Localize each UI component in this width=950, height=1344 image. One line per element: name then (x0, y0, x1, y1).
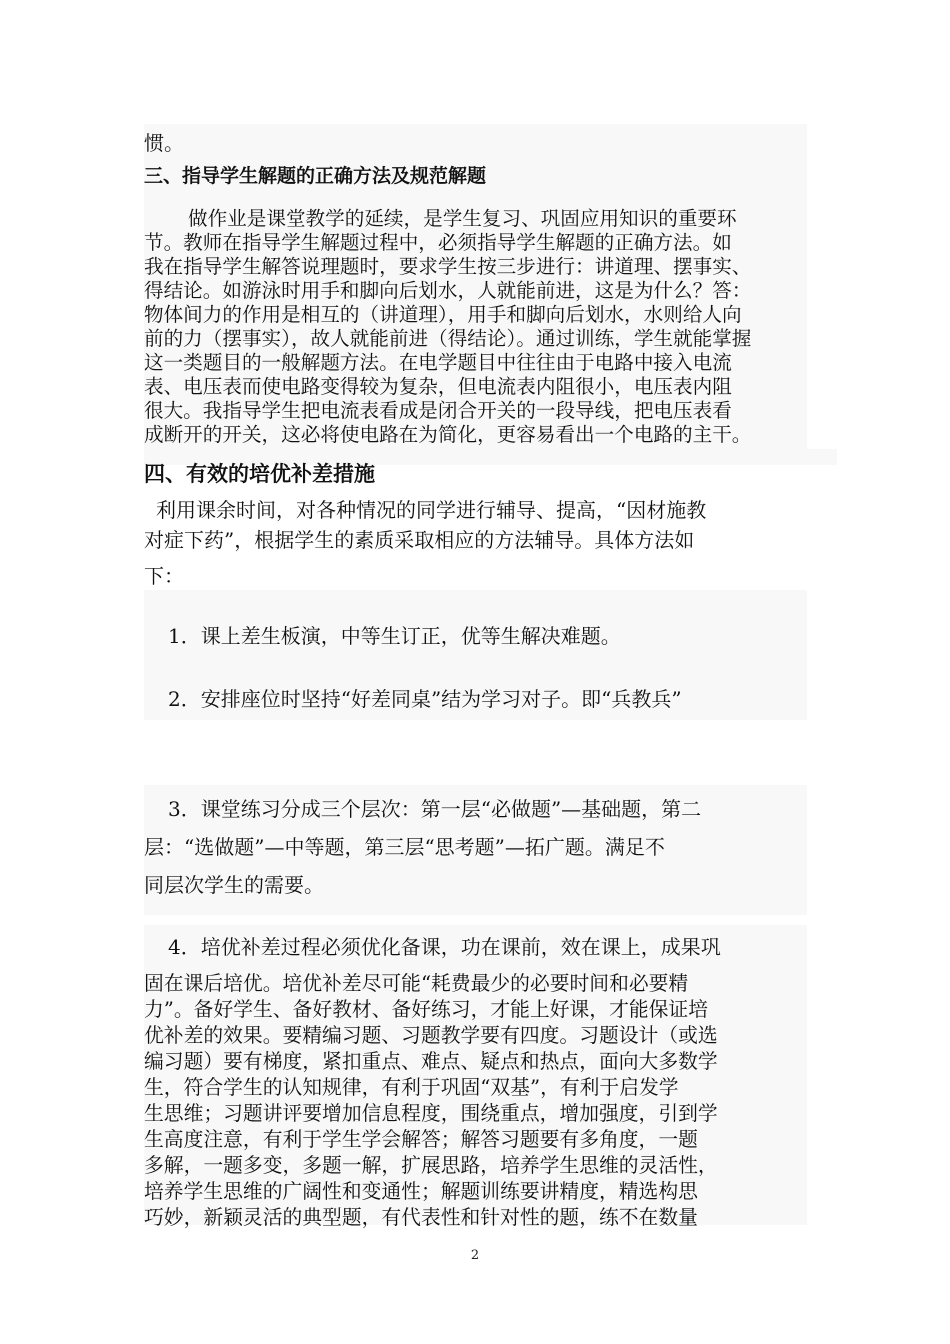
list-item-4-line: 多解，一题多变，多题一解，扩展思路，培养学生思维的灵活性， (144, 1154, 718, 1177)
list-item-4-line: 优补差的效果。要精编习题、习题教学要有四度。习题设计（或选 (144, 1024, 718, 1047)
list-item-2: 2．安排座位时坚持“好差同桌”结为学习对子。即“兵教兵” (168, 687, 682, 711)
intro-line: 利用课余时间，对各种情况的同学进行辅导、提高，“因材施教 (156, 498, 707, 522)
list-item-4: 4．培优补差过程必须优化备课，功在课前，效在课上，成果巩 (168, 935, 721, 959)
section-heading-3: 三、指导学生解题的正确方法及规范解题 (144, 165, 487, 187)
list-item-4-line: 培养学生思维的广阔性和变通性；解题训练要讲精度，精选构思 (144, 1180, 698, 1203)
intro-line: 对症下药”，根据学生的素质采取相应的方法辅导。具体方法如 (144, 528, 695, 552)
paragraph-line: 做作业是课堂教学的延续，是学生复习、巩固应用知识的重要环 (188, 207, 737, 230)
paragraph-line: 物体间力的作用是相互的（讲道理），用手和脚向后划水，水则给人向 (144, 303, 742, 326)
list-item-3-line: 层：“选做题”—中等题，第三层“思考题”—拓广题。满足不 (144, 835, 665, 859)
paragraph-line: 表、电压表而使电路变得较为复杂，但电流表内阻很小，电压表内阻 (144, 375, 732, 398)
intro-line: 下： (144, 564, 184, 588)
paragraph-line: 前的力（摆事实），故人就能前进（得结论）。通过训练，学生就能掌握 (144, 327, 752, 350)
list-item-4-line: 生思维；习题讲评要增加信息程度，围绕重点，增加强度，引到学 (144, 1102, 718, 1125)
paragraph-line: 节。教师在指导学生解题过程中，必须指导学生解题的正确方法。如 (144, 231, 732, 254)
paragraph-line: 得结论。如游泳时用手和脚向后划水，人就能前进，这是为什么？答： (144, 279, 752, 302)
paragraph-line: 很大。我指导学生把电流表看成是闭合开关的一段导线，把电压表看 (144, 399, 732, 422)
paragraph-line: 我在指导学生解答说理题时，要求学生按三步进行：讲道理、摆事实、 (144, 255, 752, 278)
list-item-4-line: 生高度注意，有利于学生学会解答；解答习题要有多角度，一题 (144, 1128, 698, 1151)
list-item-3-line: 同层次学生的需要。 (144, 873, 324, 897)
list-item-3: 3．课堂练习分成三个层次：第一层“必做题”—基础题，第二 (168, 797, 702, 821)
paragraph-line: 这一类题目的一般解题方法。在电学题目中往往由于电路中接入电流 (144, 351, 732, 374)
list-item-1: 1．课上差生板演，中等生订正，优等生解决难题。 (168, 624, 621, 648)
page-number: 2 (470, 1248, 480, 1263)
paragraph-line: 成断开的开关，这必将使电路在为简化，更容易看出一个电路的主干。 (144, 423, 752, 446)
list-item-4-line: 力”。备好学生、备好教材、备好练习，才能上好课，才能保证培 (144, 998, 708, 1021)
continuation-text: 惯。 (144, 131, 184, 155)
list-item-4-line: 固在课后培优。培优补差尽可能“耗费最少的必要时间和必要精 (144, 972, 689, 995)
list-item-4-line: 巧妙，新颖灵活的典型题，有代表性和针对性的题，练不在数量 (144, 1206, 698, 1229)
list-item-4-line: 生，符合学生的认知规律，有利于巩固“双基”，有利于启发学 (144, 1076, 679, 1099)
list-item-4-line: 编习题）要有梯度，紧扣重点、难点、疑点和热点，面向大多数学 (144, 1050, 718, 1073)
section-heading-4: 四、有效的培优补差措施 (144, 462, 375, 486)
